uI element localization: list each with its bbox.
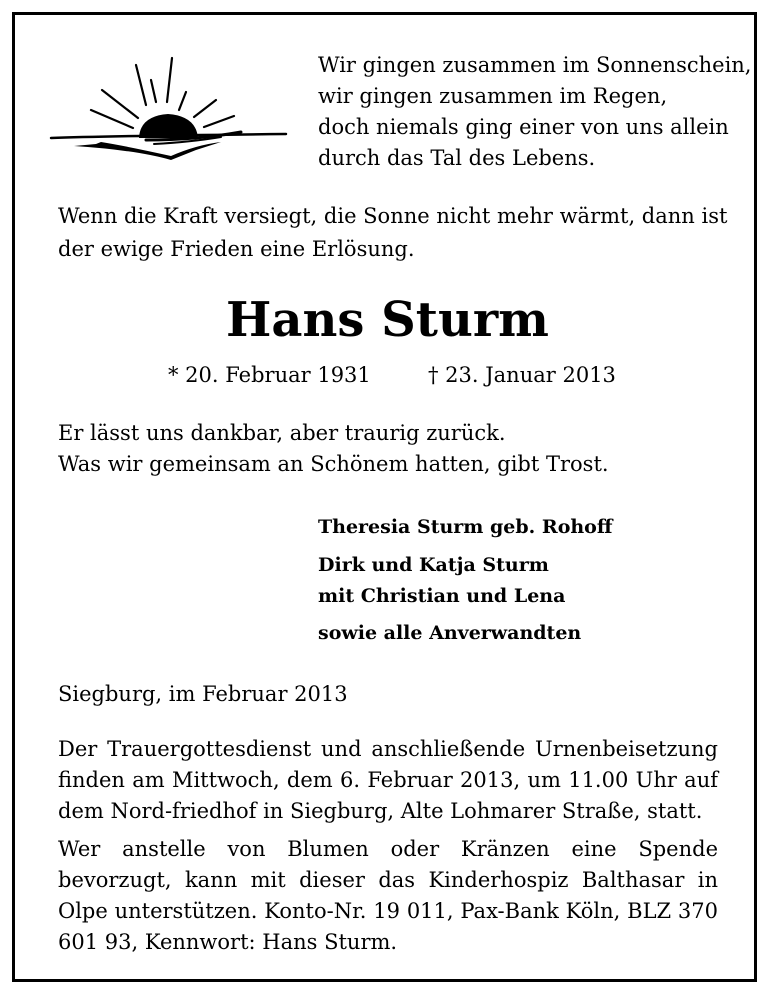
death-date: † 23. Januar 2013: [428, 363, 616, 387]
deceased-name: Hans Sturm: [226, 292, 549, 348]
poem-line: wir gingen zusammen im Regen,: [318, 84, 668, 108]
donation-info: Wer anstelle von Blumen oder Kränzen eine Spende bevorzugt, kann mit dieser das Kinderhospiz Balthasar in Olpe unterstützen. Konto-Nr. 19 011, Pax-Bank Köln, BLZ 370 601 93, Kennwort: Hans Sturm.: [58, 837, 718, 954]
poem-line: durch das Tal des Lebens.: [318, 146, 596, 170]
birth-date: * 20. Februar 1931: [168, 363, 371, 387]
relatives-line: sowie alle Anverwandten: [318, 622, 582, 644]
service-info: Der Trauergottesdienst und anschließende Urnenbeisetzung finden am Mittwoch, dem 6. Februar 2013, um 11.00 Uhr auf dem Nord-friedhof in Siegburg, Alte Lohmarer Straße, statt.: [58, 737, 718, 823]
place-date: Siegburg, im Februar 2013: [58, 682, 348, 706]
sunset-icon: [46, 50, 296, 170]
grandchildren-line: mit Christian und Lena: [318, 585, 566, 607]
farewell-quote: [58, 418, 728, 480]
poem-line: Wir gingen zusammen im Sonnenschein,: [318, 53, 752, 77]
poem: [318, 50, 752, 174]
children-names: [318, 550, 738, 612]
widow-name: Theresia Sturm geb. Rohoff: [318, 516, 613, 538]
poem-line: doch niemals ging einer von uns allein: [318, 115, 729, 139]
children-line: Dirk und Katja Sturm: [318, 554, 549, 576]
quote-line: Er lässt uns dankbar, aber traurig zurück.: [58, 421, 506, 445]
quote-line: Was wir gemeinsam an Schönem hatten, gibt Trost.: [58, 452, 609, 476]
intro-text: Wenn die Kraft versiegt, die Sonne nicht mehr wärmt, dann ist der ewige Frieden eine Erlösung.: [58, 204, 728, 261]
